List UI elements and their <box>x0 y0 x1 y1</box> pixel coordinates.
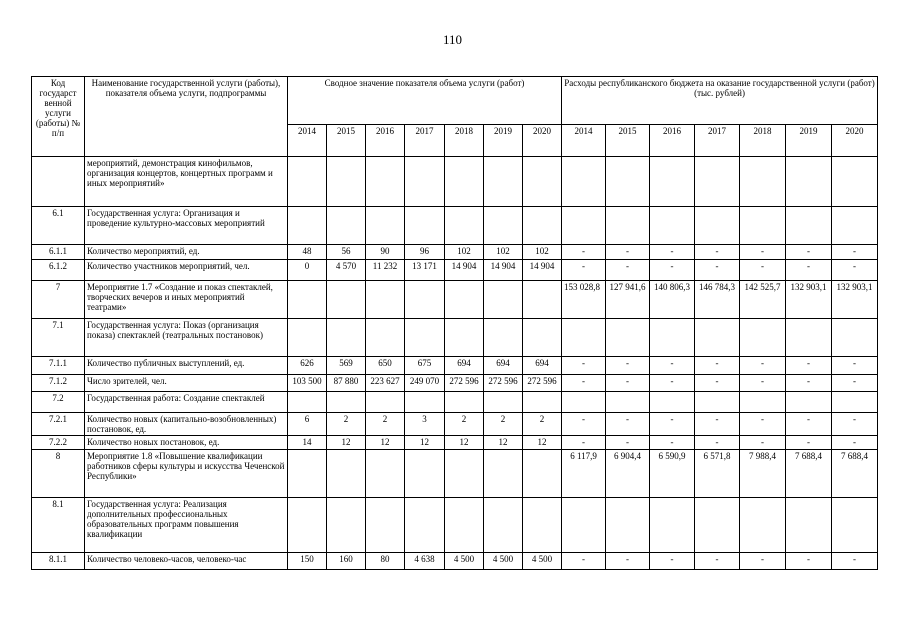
cost-cell <box>740 207 786 245</box>
volume-cell <box>484 450 523 498</box>
volume-cell: 694 <box>523 357 562 375</box>
volume-cell <box>523 207 562 245</box>
volume-cell: 2 <box>366 413 405 436</box>
cost-cell: 142 525,7 <box>740 281 786 319</box>
cost-cell: 127 941,6 <box>606 281 650 319</box>
volume-cell: 150 <box>288 553 327 570</box>
volume-cell: 2 <box>484 413 523 436</box>
cost-cell <box>695 392 740 413</box>
table-row <box>32 260 878 281</box>
volume-cell: 102 <box>484 245 523 260</box>
volume-cell: 11 232 <box>366 260 405 281</box>
volume-cell <box>327 207 366 245</box>
cost-cell: - <box>740 436 786 450</box>
cost-cell: - <box>695 375 740 392</box>
row-code: 8.1.1 <box>32 553 85 570</box>
volume-cell: 80 <box>366 553 405 570</box>
cost-cell <box>740 392 786 413</box>
volume-cell: 48 <box>288 245 327 260</box>
cost-cell <box>832 157 878 207</box>
volume-cell: 103 500 <box>288 375 327 392</box>
volume-cell <box>366 207 405 245</box>
volume-cell: 6 <box>288 413 327 436</box>
cost-cell: - <box>740 553 786 570</box>
volume-cell <box>405 319 445 357</box>
cost-cell: - <box>832 413 878 436</box>
cost-cell: - <box>695 245 740 260</box>
volume-year-header: 2018 <box>445 125 484 157</box>
row-name: Количество мероприятий, ед. <box>85 245 288 260</box>
volume-cell: 569 <box>327 357 366 375</box>
cost-cell: - <box>832 553 878 570</box>
table-row <box>32 157 878 207</box>
volume-cell <box>366 498 405 553</box>
row-code: 6.1 <box>32 207 85 245</box>
volume-cell: 12 <box>445 436 484 450</box>
cost-cell: 7 688,4 <box>786 450 832 498</box>
volume-cell: 694 <box>484 357 523 375</box>
table-row <box>32 357 878 375</box>
cost-cell <box>786 392 832 413</box>
row-name: мероприятий, демонстрация кинофильмов, организация концертов, концертных программ и иных мероприятий» <box>85 157 288 207</box>
cost-cell: - <box>832 436 878 450</box>
cost-cell: - <box>650 375 695 392</box>
cost-cell <box>695 319 740 357</box>
cost-cell: - <box>650 413 695 436</box>
row-code: 8 <box>32 450 85 498</box>
volume-cell: 160 <box>327 553 366 570</box>
volume-cell <box>523 281 562 319</box>
volume-cell: 12 <box>327 436 366 450</box>
row-name: Государственная услуга: Показ (организация показа) спектаклей (театральных постановок) <box>85 319 288 357</box>
volume-cell <box>288 207 327 245</box>
volume-cell: 4 638 <box>405 553 445 570</box>
cost-cell: - <box>606 245 650 260</box>
cost-cell <box>786 157 832 207</box>
cost-cell <box>562 498 606 553</box>
cost-cell: - <box>832 357 878 375</box>
cost-cell: - <box>832 245 878 260</box>
volume-cell: 87 880 <box>327 375 366 392</box>
cost-cell: - <box>832 375 878 392</box>
volume-cell <box>327 157 366 207</box>
volume-cell: 272 596 <box>523 375 562 392</box>
volume-cell <box>288 319 327 357</box>
table-row <box>32 436 878 450</box>
table-row <box>32 281 878 319</box>
row-name: Число зрителей, чел. <box>85 375 288 392</box>
volume-cell: 4 500 <box>484 553 523 570</box>
cost-cell: - <box>562 553 606 570</box>
cost-cell: - <box>650 553 695 570</box>
cost-cell <box>695 498 740 553</box>
row-code: 6.1.2 <box>32 260 85 281</box>
row-code: 7.1 <box>32 319 85 357</box>
cost-cell <box>650 319 695 357</box>
cost-cell <box>650 392 695 413</box>
row-code: 7.2.1 <box>32 413 85 436</box>
cost-cell: 6 117,9 <box>562 450 606 498</box>
volume-cell: 2 <box>445 413 484 436</box>
volume-year-header: 2015 <box>327 125 366 157</box>
volume-cell: 249 070 <box>405 375 445 392</box>
volume-cell: 694 <box>445 357 484 375</box>
cost-cell <box>832 207 878 245</box>
row-name: Государственная работа: Создание спектаклей <box>85 392 288 413</box>
row-name: Количество человеко-часов, человеко-час <box>85 553 288 570</box>
table-row <box>32 245 878 260</box>
cost-cell <box>832 319 878 357</box>
cost-cell: - <box>606 413 650 436</box>
volume-cell <box>327 281 366 319</box>
cost-cell <box>606 207 650 245</box>
volume-cell <box>405 157 445 207</box>
volume-cell <box>288 281 327 319</box>
table-row <box>32 319 878 357</box>
volume-cell: 0 <box>288 260 327 281</box>
budget-table <box>31 76 878 570</box>
cost-cell: 6 571,8 <box>695 450 740 498</box>
volume-cell <box>288 392 327 413</box>
volume-cell <box>445 392 484 413</box>
row-name: Государственная услуга: Реализация дополнительных профессиональных образовательных программ повышения квалификации <box>85 498 288 553</box>
cost-cell: - <box>786 375 832 392</box>
cost-cell <box>786 319 832 357</box>
table-row <box>32 207 878 245</box>
cost-cell: - <box>650 245 695 260</box>
row-name: Количество участников мероприятий, чел. <box>85 260 288 281</box>
volume-group-header: Сводное значение показателя объема услуги (работ) <box>288 77 562 125</box>
volume-cell: 102 <box>445 245 484 260</box>
volume-cell: 272 596 <box>445 375 484 392</box>
cost-cell: - <box>786 436 832 450</box>
volume-cell <box>445 281 484 319</box>
cost-cell: - <box>606 357 650 375</box>
cost-cell: - <box>832 260 878 281</box>
cost-cell: 7 688,4 <box>832 450 878 498</box>
cost-cell: 132 903,1 <box>786 281 832 319</box>
volume-cell: 14 904 <box>523 260 562 281</box>
table-row <box>32 450 878 498</box>
cost-cell: - <box>740 245 786 260</box>
volume-cell <box>484 281 523 319</box>
volume-cell: 90 <box>366 245 405 260</box>
cost-cell: - <box>695 436 740 450</box>
volume-cell: 2 <box>523 413 562 436</box>
cost-cell: 146 784,3 <box>695 281 740 319</box>
volume-cell: 626 <box>288 357 327 375</box>
cost-cell <box>606 157 650 207</box>
volume-cell <box>445 319 484 357</box>
cost-cell: - <box>786 413 832 436</box>
cost-cell <box>562 157 606 207</box>
volume-cell <box>288 450 327 498</box>
volume-cell <box>484 207 523 245</box>
volume-cell <box>366 157 405 207</box>
volume-cell <box>327 392 366 413</box>
volume-cell <box>405 498 445 553</box>
row-code: 6.1.1 <box>32 245 85 260</box>
cost-cell <box>606 498 650 553</box>
cost-cell <box>740 157 786 207</box>
table-row <box>32 375 878 392</box>
cost-cell: - <box>562 260 606 281</box>
code-column-header: Код государст венной услуги (работы) № п/п <box>32 77 85 157</box>
cost-year-header: 2019 <box>786 125 832 157</box>
volume-cell <box>523 319 562 357</box>
cost-year-header: 2015 <box>606 125 650 157</box>
cost-cell: - <box>562 375 606 392</box>
row-name: Мероприятие 1.7 «Создание и показ спектаклей, творческих вечеров и иных мероприятий театрами» <box>85 281 288 319</box>
cost-cell: 7 988,4 <box>740 450 786 498</box>
volume-cell: 4 570 <box>327 260 366 281</box>
cost-cell: - <box>740 357 786 375</box>
cost-cell: - <box>786 260 832 281</box>
cost-cell <box>740 498 786 553</box>
cost-cell: 6 904,4 <box>606 450 650 498</box>
cost-cell: - <box>740 260 786 281</box>
row-code: 7.2.2 <box>32 436 85 450</box>
row-code <box>32 157 85 207</box>
cost-cell <box>695 207 740 245</box>
cost-cell: - <box>695 553 740 570</box>
volume-cell: 56 <box>327 245 366 260</box>
cost-cell <box>562 207 606 245</box>
cost-cell: - <box>650 436 695 450</box>
volume-cell <box>445 498 484 553</box>
volume-cell <box>445 207 484 245</box>
volume-cell <box>405 281 445 319</box>
volume-cell <box>484 498 523 553</box>
row-name: Государственная услуга: Организация и проведение культурно-массовых мероприятий <box>85 207 288 245</box>
cost-cell: - <box>695 357 740 375</box>
row-code: 7.1.2 <box>32 375 85 392</box>
cost-group-header: Расходы республиканского бюджета на оказание государственной услуги (работ) (тыс. рублей) <box>562 77 878 125</box>
cost-cell <box>562 392 606 413</box>
volume-cell <box>523 392 562 413</box>
volume-cell: 102 <box>523 245 562 260</box>
cost-cell: 140 806,3 <box>650 281 695 319</box>
cost-cell: 6 590,9 <box>650 450 695 498</box>
cost-cell: - <box>606 375 650 392</box>
cost-cell: - <box>562 245 606 260</box>
volume-cell: 4 500 <box>523 553 562 570</box>
cost-cell: 132 903,1 <box>832 281 878 319</box>
cost-cell <box>606 392 650 413</box>
volume-cell <box>327 319 366 357</box>
volume-cell: 223 627 <box>366 375 405 392</box>
row-code: 7.2 <box>32 392 85 413</box>
cost-cell: - <box>786 553 832 570</box>
cost-cell <box>695 157 740 207</box>
volume-cell <box>288 498 327 553</box>
table-row <box>32 498 878 553</box>
volume-cell <box>366 392 405 413</box>
volume-cell <box>405 450 445 498</box>
volume-cell <box>484 319 523 357</box>
volume-cell: 12 <box>405 436 445 450</box>
cost-year-header: 2014 <box>562 125 606 157</box>
row-code: 8.1 <box>32 498 85 553</box>
cost-cell: - <box>562 436 606 450</box>
row-name: Количество новых (капитально-возобновленных) постановок, ед. <box>85 413 288 436</box>
volume-year-header: 2020 <box>523 125 562 157</box>
table-header <box>32 77 878 157</box>
volume-cell <box>445 157 484 207</box>
cost-year-header: 2020 <box>832 125 878 157</box>
volume-cell <box>366 281 405 319</box>
cost-cell: - <box>695 260 740 281</box>
row-name: Мероприятие 1.8 «Повышение квалификации работников сферы культуры и искусства Чеченской Республики» <box>85 450 288 498</box>
cost-cell: - <box>606 260 650 281</box>
volume-cell: 14 904 <box>445 260 484 281</box>
volume-cell <box>366 450 405 498</box>
row-name: Количество публичных выступлений, ед. <box>85 357 288 375</box>
volume-cell: 12 <box>366 436 405 450</box>
cost-cell: - <box>740 375 786 392</box>
cost-cell: - <box>740 413 786 436</box>
volume-cell: 96 <box>405 245 445 260</box>
volume-cell <box>405 207 445 245</box>
cost-year-header: 2018 <box>740 125 786 157</box>
cost-cell <box>740 319 786 357</box>
cost-cell: - <box>562 357 606 375</box>
cost-cell <box>606 319 650 357</box>
cost-cell <box>650 157 695 207</box>
cost-year-header: 2016 <box>650 125 695 157</box>
cost-year-header: 2017 <box>695 125 740 157</box>
cost-cell <box>786 207 832 245</box>
volume-year-header: 2014 <box>288 125 327 157</box>
row-name: Количество новых постановок, ед. <box>85 436 288 450</box>
volume-cell <box>523 450 562 498</box>
volume-cell <box>523 498 562 553</box>
name-column-header: Наименование государственной услуги (работы), показателя объема услуги, подпрограммы <box>85 77 288 157</box>
volume-year-header: 2017 <box>405 125 445 157</box>
volume-cell <box>327 450 366 498</box>
volume-year-header: 2016 <box>366 125 405 157</box>
cost-cell <box>832 392 878 413</box>
cost-cell: - <box>606 553 650 570</box>
cost-cell <box>562 319 606 357</box>
volume-cell: 650 <box>366 357 405 375</box>
volume-cell: 675 <box>405 357 445 375</box>
cost-cell <box>650 498 695 553</box>
volume-cell: 2 <box>327 413 366 436</box>
page-number: 110 <box>442 32 463 47</box>
volume-cell: 4 500 <box>445 553 484 570</box>
cost-cell: - <box>562 413 606 436</box>
cost-cell: - <box>650 260 695 281</box>
volume-cell <box>405 392 445 413</box>
volume-cell <box>327 498 366 553</box>
table-row <box>32 413 878 436</box>
volume-year-header: 2019 <box>484 125 523 157</box>
volume-cell: 12 <box>523 436 562 450</box>
table-row <box>32 553 878 570</box>
volume-cell: 14 <box>288 436 327 450</box>
volume-cell: 14 904 <box>484 260 523 281</box>
cost-cell: - <box>650 357 695 375</box>
volume-cell: 13 171 <box>405 260 445 281</box>
row-code: 7.1.1 <box>32 357 85 375</box>
volume-cell: 3 <box>405 413 445 436</box>
volume-cell <box>288 157 327 207</box>
table-body <box>32 157 878 570</box>
volume-cell: 272 596 <box>484 375 523 392</box>
volume-cell <box>445 450 484 498</box>
cost-cell: - <box>786 357 832 375</box>
volume-cell <box>366 319 405 357</box>
volume-cell <box>484 157 523 207</box>
cost-cell <box>650 207 695 245</box>
cost-cell <box>786 498 832 553</box>
cost-cell: - <box>786 245 832 260</box>
cost-cell: - <box>606 436 650 450</box>
cost-cell <box>832 498 878 553</box>
volume-cell <box>523 157 562 207</box>
volume-cell <box>484 392 523 413</box>
cost-cell: 153 028,8 <box>562 281 606 319</box>
cost-cell: - <box>695 413 740 436</box>
row-code: 7 <box>32 281 85 319</box>
table-row <box>32 392 878 413</box>
volume-cell: 12 <box>484 436 523 450</box>
